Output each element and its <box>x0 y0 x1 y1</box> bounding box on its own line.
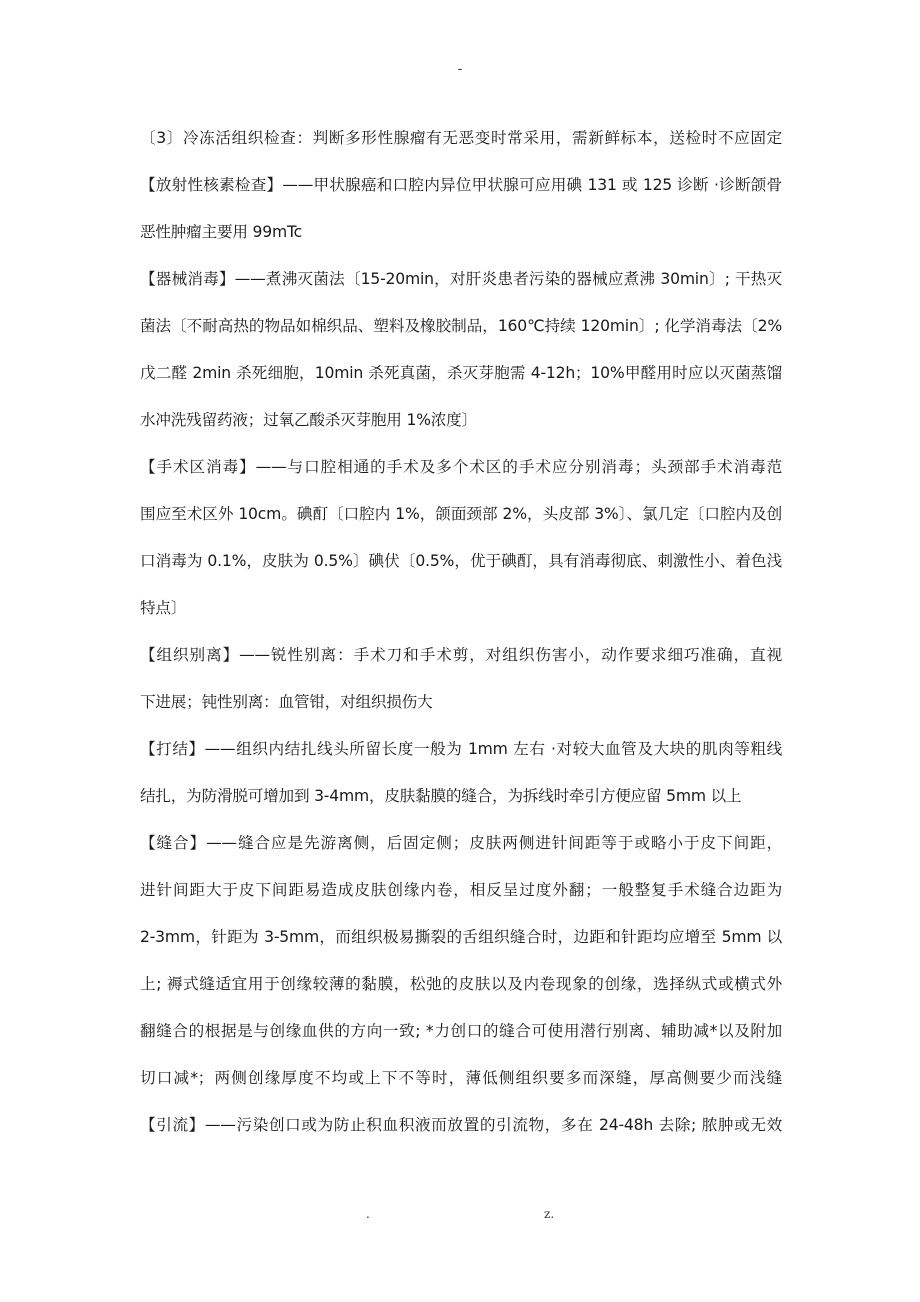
text-line: 菌法〔不耐高热的物品如棉织品、塑料及橡胶制品，160℃持续 120min〕; 化学消毒法〔2% <box>140 317 782 335</box>
text-line: 【手术区消毒】——与口腔相通的手术及多个术区的手术应分别消毒；头颈部手术消毒范 <box>140 458 782 476</box>
text-line: 〔3〕冷冻活组织检查：判断多形性腺瘤有无恶变时常采用，需新鲜标本，送检时不应固定 <box>140 129 782 147</box>
text-line: 水冲洗残留药液；过氧乙酸杀灭芽胞用 1%浓度〕 <box>140 411 477 429</box>
text-line: 结扎，为防滑脱可增加到 3-4mm，皮肤黏膜的缝合，为拆线时牵引方便应留 5mm 以上 <box>140 787 742 805</box>
text-line: 【组织别离】——锐性别离：手术刀和手术剪，对组织伤害小，动作要求细巧准确，直视 <box>140 646 782 664</box>
text-line: 恶性肿瘤主要用 99mTc <box>140 223 302 241</box>
text-line: 【打结】——组织内结扎线头所留长度一般为 1mm 左右 ·对较大血管及大块的肌肉等粗线 <box>140 740 782 758</box>
text-line: 翻缝合的根据是与创缘血供的方向一致; *力创口的缝合可使用潜行别离、辅助减*以及附加 <box>140 1022 782 1040</box>
text-line: 上; 褥式缝适宜用于创缘较薄的黏膜，松弛的皮肤以及内卷现象的创缘，选择纵式或横式外 <box>140 975 782 993</box>
text-line: 口消毒为 0.1%，皮肤为 0.5%〕碘伏〔0.5%，优于碘酊，具有消毒彻底、刺激性小、着色浅 <box>140 552 782 570</box>
text-line: 切口减*；两侧创缘厚度不均或上下不等时，薄低侧组织要多而深缝，厚高侧要少而浅缝 <box>140 1069 782 1087</box>
text-line: 戊二醛 2min 杀死细胞，10min 杀死真菌，杀灭芽胞需 4-12h；10%甲醛用时应以灭菌蒸馏 <box>140 364 782 382</box>
footer-right-mark: z. <box>544 1207 555 1221</box>
text-line: 【引流】——污染创口或为防止积血积液而放置的引流物，多在 24-48h 去除; 脓肿或无效 <box>140 1116 782 1134</box>
document-body <box>140 124 782 1158</box>
text-line: 【器械消毒】——煮沸灭菌法〔15-20min，对肝炎患者污染的器械应煮沸 30min〕; 干热灭 <box>140 270 782 288</box>
text-line: 2-3mm，针距为 3-5mm，而组织极易撕裂的舌组织缝合时，边距和针距均应增至 5mm 以 <box>140 928 782 946</box>
text-line: 【放射性核素检查】——甲状腺癌和口腔内异位甲状腺可应用碘 131 或 125 诊断 ·诊断颌骨 <box>140 176 782 194</box>
page-footer <box>0 1207 920 1227</box>
text-line: 下进展；钝性别离：血管钳，对组织损伤大 <box>140 693 433 711</box>
text-line: 【缝合】——缝合应是先游离侧，后固定侧；皮肤两侧进针间距等于或略小于皮下间距， <box>140 834 782 852</box>
text-line: 围应至术区外 10cm。碘酊〔口腔内 1%，颌面颈部 2%，头皮部 3%〕、氯几定〔口腔内及创 <box>140 505 782 523</box>
page-header-mark: - <box>457 62 463 77</box>
text-line: 特点〕 <box>140 599 187 617</box>
text-line: 进针间距大于皮下间距易造成皮肤创缘内卷，相反呈过度外翻；一般整复手术缝合边距为 <box>140 881 782 899</box>
footer-left-mark: . <box>366 1207 370 1221</box>
